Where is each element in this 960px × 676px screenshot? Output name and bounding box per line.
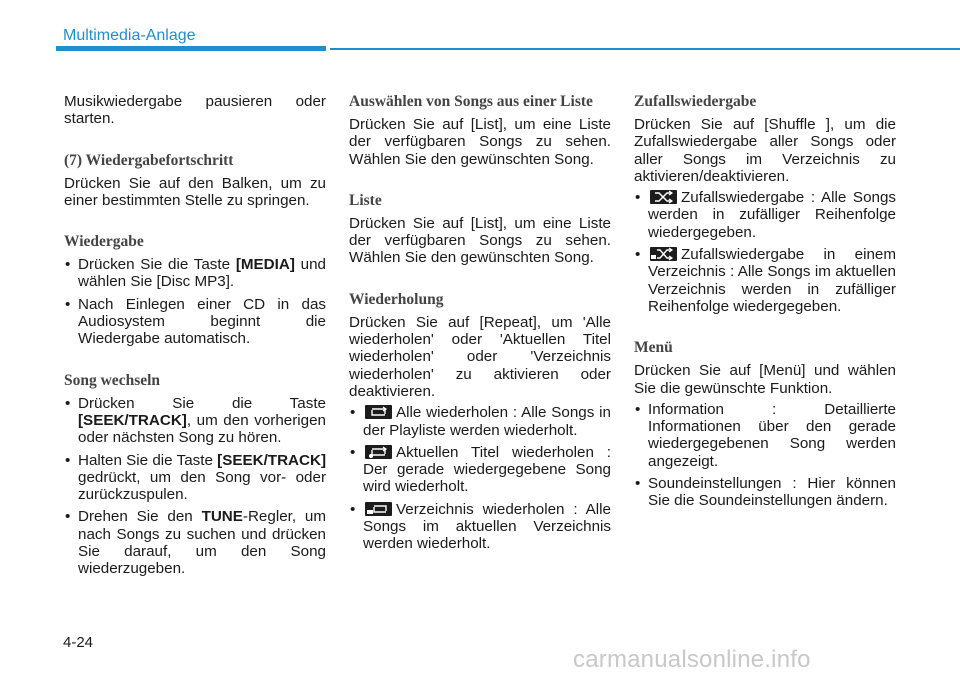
bullet-text: gedrückt, um den Song vor- oder zurückzuspulen. xyxy=(78,468,326,504)
list-item xyxy=(64,452,326,504)
watermark: carmanualsonline.info xyxy=(573,646,811,673)
select-song-heading: Auswählen von Songs aus einer Liste xyxy=(349,93,593,110)
shuffle-text: Drücken Sie auf [Shuffle ], um die Zufallswiedergabe aller Songs oder aller Songs im Verzeichnis zu aktivieren/deaktivieren. xyxy=(634,116,896,185)
list-item xyxy=(349,501,611,553)
bullet-text: Drehen Sie den xyxy=(78,508,202,526)
bullet-text: Soundeinstellungen : Hier können Sie die Soundeinstellungen ändern. xyxy=(648,475,896,510)
menu-heading: Menü xyxy=(634,339,673,357)
column-1 xyxy=(64,93,326,583)
bullet-text: Alle wiederholen : Alle Songs in der Playliste werden wiederholt. xyxy=(363,404,611,439)
list-item xyxy=(64,256,326,291)
repeat-list xyxy=(349,404,611,552)
list-item xyxy=(64,395,326,447)
list-item xyxy=(64,296,326,348)
key-label: [SEEK/TRACK] xyxy=(217,451,326,469)
bullet-text: Information : Detaillierte Informationen über den gerade wiedergegebenen Song werden angezeigt. xyxy=(648,400,896,470)
header-rule-thick xyxy=(56,46,326,51)
menu-list xyxy=(634,401,896,510)
bullet-text: Halten Sie die Taste xyxy=(78,451,218,469)
column-2 xyxy=(349,93,611,558)
repeat-all-icon xyxy=(365,405,392,419)
key-label: [MEDIA] xyxy=(235,256,295,274)
progress-heading: (7) Wiedergabefortschritt xyxy=(64,151,234,169)
key-label: [SEEK/TRACK] xyxy=(78,411,187,429)
shuffle-list xyxy=(634,189,896,315)
playback-list xyxy=(64,256,326,347)
shuffle-folder-icon xyxy=(650,247,677,261)
bullet-text: Verzeichnis wiederholen : Alle Songs im aktuellen Verzeichnis werden wiederholt. xyxy=(363,500,611,553)
bullet-text: -Regler, um nach Songs zu suchen und drücken Sie darauf, um den Song wiederzugeben. xyxy=(78,508,326,578)
list-text: Drücken Sie auf [List], um eine Liste der verfügbaren Songs zu sehen. Wählen Sie den gewünschten Song. xyxy=(349,214,611,267)
list-heading: Liste xyxy=(349,191,382,209)
bullet-text: und wählen Sie [Disc MP3]. xyxy=(78,256,326,291)
bullet-text: Drücken Sie die Taste xyxy=(78,256,236,274)
repeat-one-icon xyxy=(365,445,392,459)
bullet-text: Nach Einlegen einer CD in das Audiosystem beginnt die Wiedergabe automatisch. xyxy=(78,295,326,348)
select-song-text: Drücken Sie auf [List], um eine Liste der verfügbaren Songs zu sehen. Wählen Sie den gewünschten Song. xyxy=(349,116,611,168)
repeat-text: Drücken Sie auf [Repeat], um 'Alle wiederholen' oder 'Aktuellen Titel wiederholen' oder 'Verzeichnis wiederholen' zu aktivieren oder deaktivieren. xyxy=(349,313,611,400)
repeat-heading: Wiederholung xyxy=(349,290,444,308)
bullet-text: Zufallswiedergabe : Alle Songs werden in zufälliger Reihenfolge wiedergegeben. xyxy=(648,189,896,241)
intro-text: Musikwiedergabe pausieren oder starten. xyxy=(64,93,326,128)
header-rule-thin xyxy=(330,48,960,50)
list-item xyxy=(349,444,611,496)
shuffle-all-icon xyxy=(650,190,677,204)
change-song-heading: Song wechseln xyxy=(64,371,161,389)
playback-heading: Wiedergabe xyxy=(64,233,144,251)
list-item xyxy=(349,404,611,439)
column-3 xyxy=(634,93,896,515)
repeat-folder-icon xyxy=(365,502,392,516)
section-title: Multimedia-Anlage xyxy=(63,27,196,44)
progress-text: Drücken Sie auf den Balken, um zu einer bestimmten Stelle zu springen. xyxy=(64,174,326,209)
bullet-text: Drücken Sie die Taste xyxy=(78,394,326,412)
list-item xyxy=(64,508,326,577)
bullet-text: Aktuellen Titel wiederholen : Der gerade wiedergegebene Song wird wiederholt. xyxy=(363,443,611,496)
page-number: 4-24 xyxy=(63,634,94,651)
list-item xyxy=(634,189,896,241)
bullet-text: Zufallswiedergabe in einem Verzeichnis : Alle Songs im aktuellen Verzeichnis werden in zufälliger Reihenfolge wiedergegeben. xyxy=(648,246,896,315)
change-song-list xyxy=(64,395,326,578)
menu-text: Drücken Sie auf [Menü] und wählen Sie die gewünschte Funktion. xyxy=(634,362,896,397)
list-item xyxy=(634,401,896,470)
list-item xyxy=(634,475,896,510)
shuffle-heading: Zufallswiedergabe xyxy=(634,93,757,110)
bullet-text: , um den vorherigen oder nächsten Song zu hören. xyxy=(78,411,326,447)
key-label: TUNE xyxy=(201,508,243,526)
list-item xyxy=(634,246,896,315)
